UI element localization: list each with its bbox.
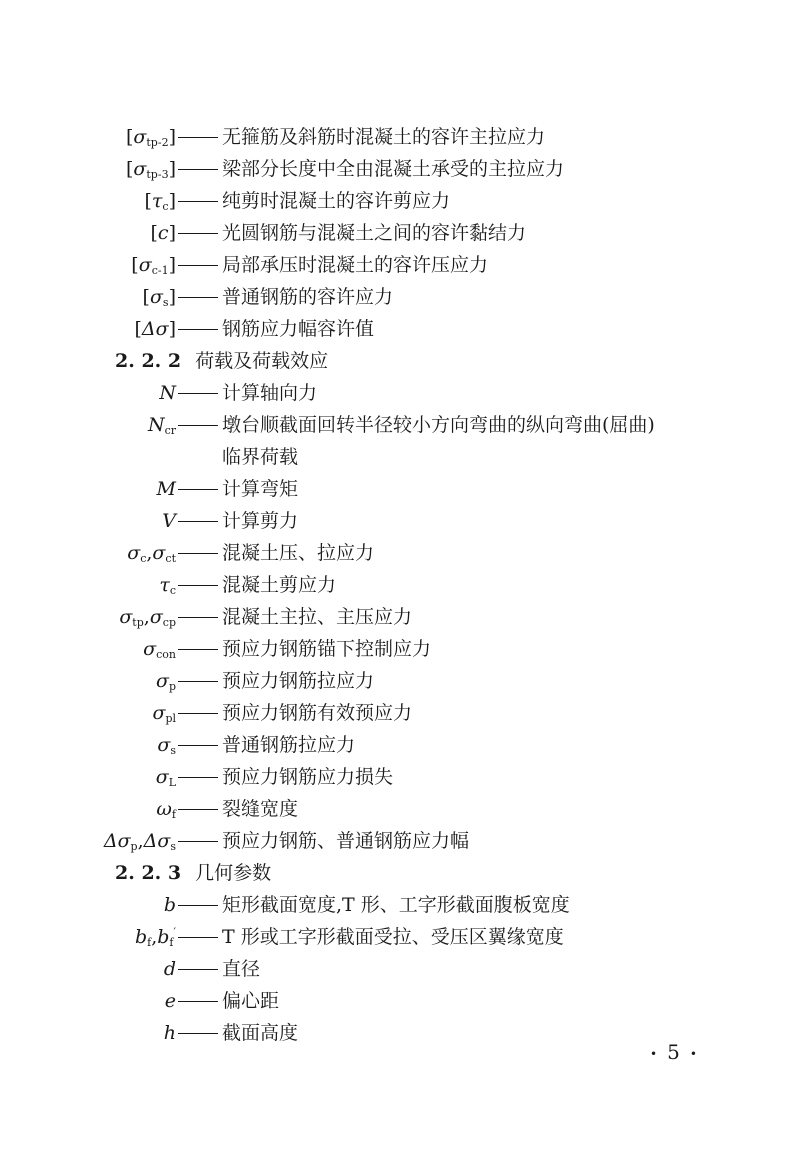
- symbol: $[\tau_c]$: [144, 185, 220, 217]
- symbol: b: [164, 889, 220, 921]
- symbol-entry: [0, 665, 800, 697]
- em-dash: [178, 585, 218, 586]
- em-dash: [178, 1001, 218, 1002]
- symbol: V: [162, 505, 220, 537]
- em-dash: [178, 777, 218, 778]
- em-dash: [178, 425, 218, 426]
- em-dash: [178, 1033, 218, 1034]
- symbol: $\tau_c$: [159, 569, 220, 601]
- symbol-entry: [0, 473, 800, 505]
- symbol-description: 截面高度: [222, 1022, 299, 1044]
- em-dash: [178, 745, 218, 746]
- section-heading: [115, 345, 328, 377]
- symbol-description: 混凝土主拉、主压应力: [222, 606, 413, 628]
- em-dash: [178, 841, 218, 842]
- symbol-entry: [0, 985, 800, 1017]
- section-title: 荷载及荷载效应: [195, 350, 329, 372]
- symbol-entry: [0, 217, 800, 249]
- symbol-description: 预应力钢筋有效预应力: [222, 702, 413, 724]
- symbol: M: [157, 473, 220, 505]
- symbol-entry: [0, 313, 800, 345]
- em-dash: [178, 233, 218, 234]
- symbol-entry: [0, 409, 800, 441]
- symbol-description: 预应力钢筋、普通钢筋应力幅: [222, 830, 470, 852]
- symbol: $\sigma_c,\sigma_{ct}$: [127, 537, 220, 569]
- symbol-description: 光圆钢筋与混凝土之间的容许黏结力: [222, 222, 527, 244]
- em-dash: [178, 201, 218, 202]
- em-dash: [178, 329, 218, 330]
- symbol: $N_{cr}$: [148, 409, 220, 441]
- page-number-dot: •: [650, 1046, 658, 1061]
- symbol-description: 矩形截面宽度,T 形、工字形截面腹板宽度: [222, 894, 570, 916]
- symbol: $[\sigma_{c-1}]$: [131, 249, 220, 281]
- symbol: e: [165, 985, 220, 1017]
- em-dash: [178, 681, 218, 682]
- em-dash: [178, 905, 218, 906]
- symbol-entry: [0, 153, 800, 185]
- page-number-dot: •: [689, 1046, 697, 1061]
- symbol-entry: [0, 569, 800, 601]
- symbol-description: 偏心距: [222, 990, 280, 1012]
- symbol: $[\sigma_{tp-2}]$: [126, 121, 220, 153]
- symbol-description: 混凝土压、拉应力: [222, 542, 375, 564]
- symbol-entry: [0, 697, 800, 729]
- symbol-description: 普通钢筋的容许应力: [222, 286, 394, 308]
- em-dash: [178, 393, 218, 394]
- symbol-description: 预应力钢筋应力损失: [222, 766, 394, 788]
- em-dash: [178, 489, 218, 490]
- symbol-description: 计算剪力: [222, 510, 299, 532]
- symbol-description: 混凝土剪应力: [222, 574, 337, 596]
- symbol-entry: [0, 505, 800, 537]
- em-dash: [178, 809, 218, 810]
- symbol-entry: [0, 889, 800, 921]
- symbol-entry: [0, 537, 800, 569]
- symbol-description: 梁部分长度中全由混凝土承受的主拉应力: [222, 158, 565, 180]
- symbol-entry: [0, 729, 800, 761]
- em-dash: [178, 937, 218, 938]
- symbol: $\sigma_s$: [157, 729, 220, 761]
- em-dash: [178, 521, 218, 522]
- symbol-description: 裂缝宽度: [222, 798, 299, 820]
- symbol-entry: [0, 185, 800, 217]
- symbol: $b_f,b_f'$: [135, 921, 220, 953]
- continuation-line: [0, 441, 800, 473]
- symbol-description: 预应力钢筋拉应力: [222, 670, 375, 692]
- symbol: $[\sigma_{tp-3}]$: [126, 153, 220, 185]
- symbol-description: 无箍筋及斜筋时混凝土的容许主拉应力: [222, 126, 546, 148]
- symbol-entry: [0, 761, 800, 793]
- symbol-description: 直径: [222, 958, 261, 980]
- symbol-description: T 形或工字形截面受拉、受压区翼缘宽度: [222, 926, 564, 948]
- symbol-entry: [0, 825, 800, 857]
- symbol-description: 墩台顺截面回转半径较小方向弯曲的纵向弯曲(屈曲): [222, 414, 655, 436]
- symbol: $\omega_f$: [156, 793, 220, 825]
- symbol: $\sigma_{pl}$: [152, 697, 220, 729]
- symbol: h: [164, 1017, 220, 1049]
- symbol: N: [159, 377, 220, 409]
- em-dash: [178, 169, 218, 170]
- em-dash: [178, 649, 218, 650]
- symbol-description: 计算弯矩: [222, 478, 299, 500]
- symbol: [Δσ]: [134, 313, 220, 345]
- symbol-entry: [0, 633, 800, 665]
- symbol-entry: [0, 281, 800, 313]
- symbol-entry: [0, 249, 800, 281]
- symbol: $\sigma_L$: [156, 761, 220, 793]
- symbol-description-continued: 临界荷载: [222, 446, 299, 468]
- em-dash: [178, 297, 218, 298]
- symbol: $\Delta\sigma_p,\Delta\sigma_s$: [104, 825, 220, 857]
- em-dash: [178, 713, 218, 714]
- symbol: [c]: [151, 217, 221, 249]
- symbol-entry: [0, 377, 800, 409]
- page-number-value: 5: [667, 1040, 680, 1064]
- symbol: $\sigma_p$: [156, 665, 220, 697]
- em-dash: [178, 553, 218, 554]
- symbol-entry: [0, 121, 800, 153]
- symbol-entry: [0, 601, 800, 633]
- symbol-description: 普通钢筋拉应力: [222, 734, 356, 756]
- em-dash: [178, 265, 218, 266]
- section-title: 几何参数: [195, 862, 272, 884]
- symbol: $[\sigma_s]$: [143, 281, 220, 313]
- page-number: [640, 1040, 707, 1064]
- symbol-description: 纯剪时混凝土的容许剪应力: [222, 190, 451, 212]
- symbol-description: 钢筋应力幅容许值: [222, 318, 375, 340]
- section-number: 2. 2. 2: [115, 350, 182, 372]
- em-dash: [178, 137, 218, 138]
- symbol-entry: [0, 921, 800, 953]
- symbol: d: [164, 953, 220, 985]
- em-dash: [178, 617, 218, 618]
- symbol-description: 预应力钢筋锚下控制应力: [222, 638, 432, 660]
- em-dash: [178, 969, 218, 970]
- symbol: $\sigma_{tp},\sigma_{cp}$: [119, 601, 220, 633]
- symbol-description: 计算轴向力: [222, 382, 318, 404]
- symbol: $\sigma_{con}$: [143, 633, 220, 665]
- section-heading: [115, 857, 271, 889]
- symbol-entry: [0, 793, 800, 825]
- section-number: 2. 2. 3: [115, 862, 182, 884]
- symbol-entry: [0, 953, 800, 985]
- symbol-description: 局部承压时混凝土的容许压应力: [222, 254, 489, 276]
